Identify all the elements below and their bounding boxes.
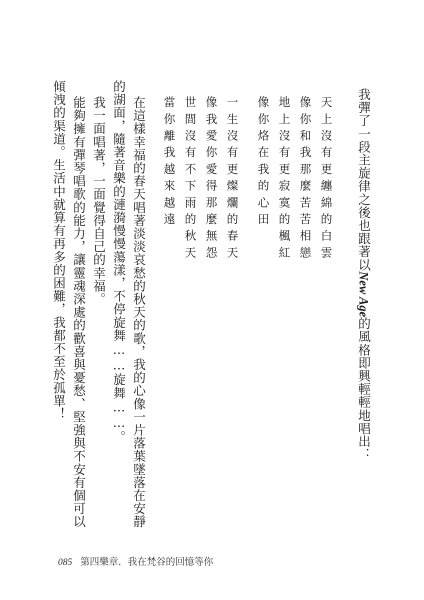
prose-line-5: 傾洩的渠道。生活中就算有再多的困難，我都不至於孤單！	[51, 80, 67, 421]
prose-line-4: 能夠擁有彈琴唱歌的能力，讓靈魂深處的歡喜與憂愁、堅強與不安有個可以	[71, 96, 87, 529]
prose-line-3: 我一面唱著，一面覺得自己的幸福。	[91, 96, 107, 306]
page-number: 085	[58, 558, 73, 568]
stanza1-line-3: 地上沒有更寂寞的楓紅	[277, 96, 292, 263]
poem-intro-line	[357, 88, 370, 461]
intro-latin-text: New Age	[356, 271, 371, 318]
prose-line-2: 的湖面，隨著音樂的漣漪慢慢蕩漾，不停旋舞……旋舞……。	[111, 80, 127, 444]
stanza1-line-4: 像你烙在我的心田	[256, 96, 271, 230]
prose-line-1: 在這樣幸福的春天唱著淡淡哀愁的秋天的歌，我的心像一片落葉墜落在安靜	[131, 96, 147, 529]
intro-text-after: 的風格即興輕輕地唱出：	[356, 317, 372, 462]
stanza2-line-4: 當你離我越來越遠	[162, 96, 177, 230]
intro-text-before: 我彈了一段主旋律之後也跟著以	[356, 88, 372, 272]
stanza2-line-2: 像我愛你愛得那麼無怨	[204, 96, 219, 263]
chapter-title: 第四樂章．我在梵谷的回憶等你	[80, 558, 214, 568]
stanza2-line-3: 世間沒有不下雨的秋天	[183, 96, 198, 263]
stanza1-line-1: 天上沒有更纏綿的白雲	[319, 96, 334, 263]
page-footer	[58, 554, 213, 568]
stanza1-line-2: 像你和我那麼苦苦相戀	[298, 96, 313, 263]
stanza2-line-1: 一生沒有更燦爛的春天	[225, 96, 240, 263]
